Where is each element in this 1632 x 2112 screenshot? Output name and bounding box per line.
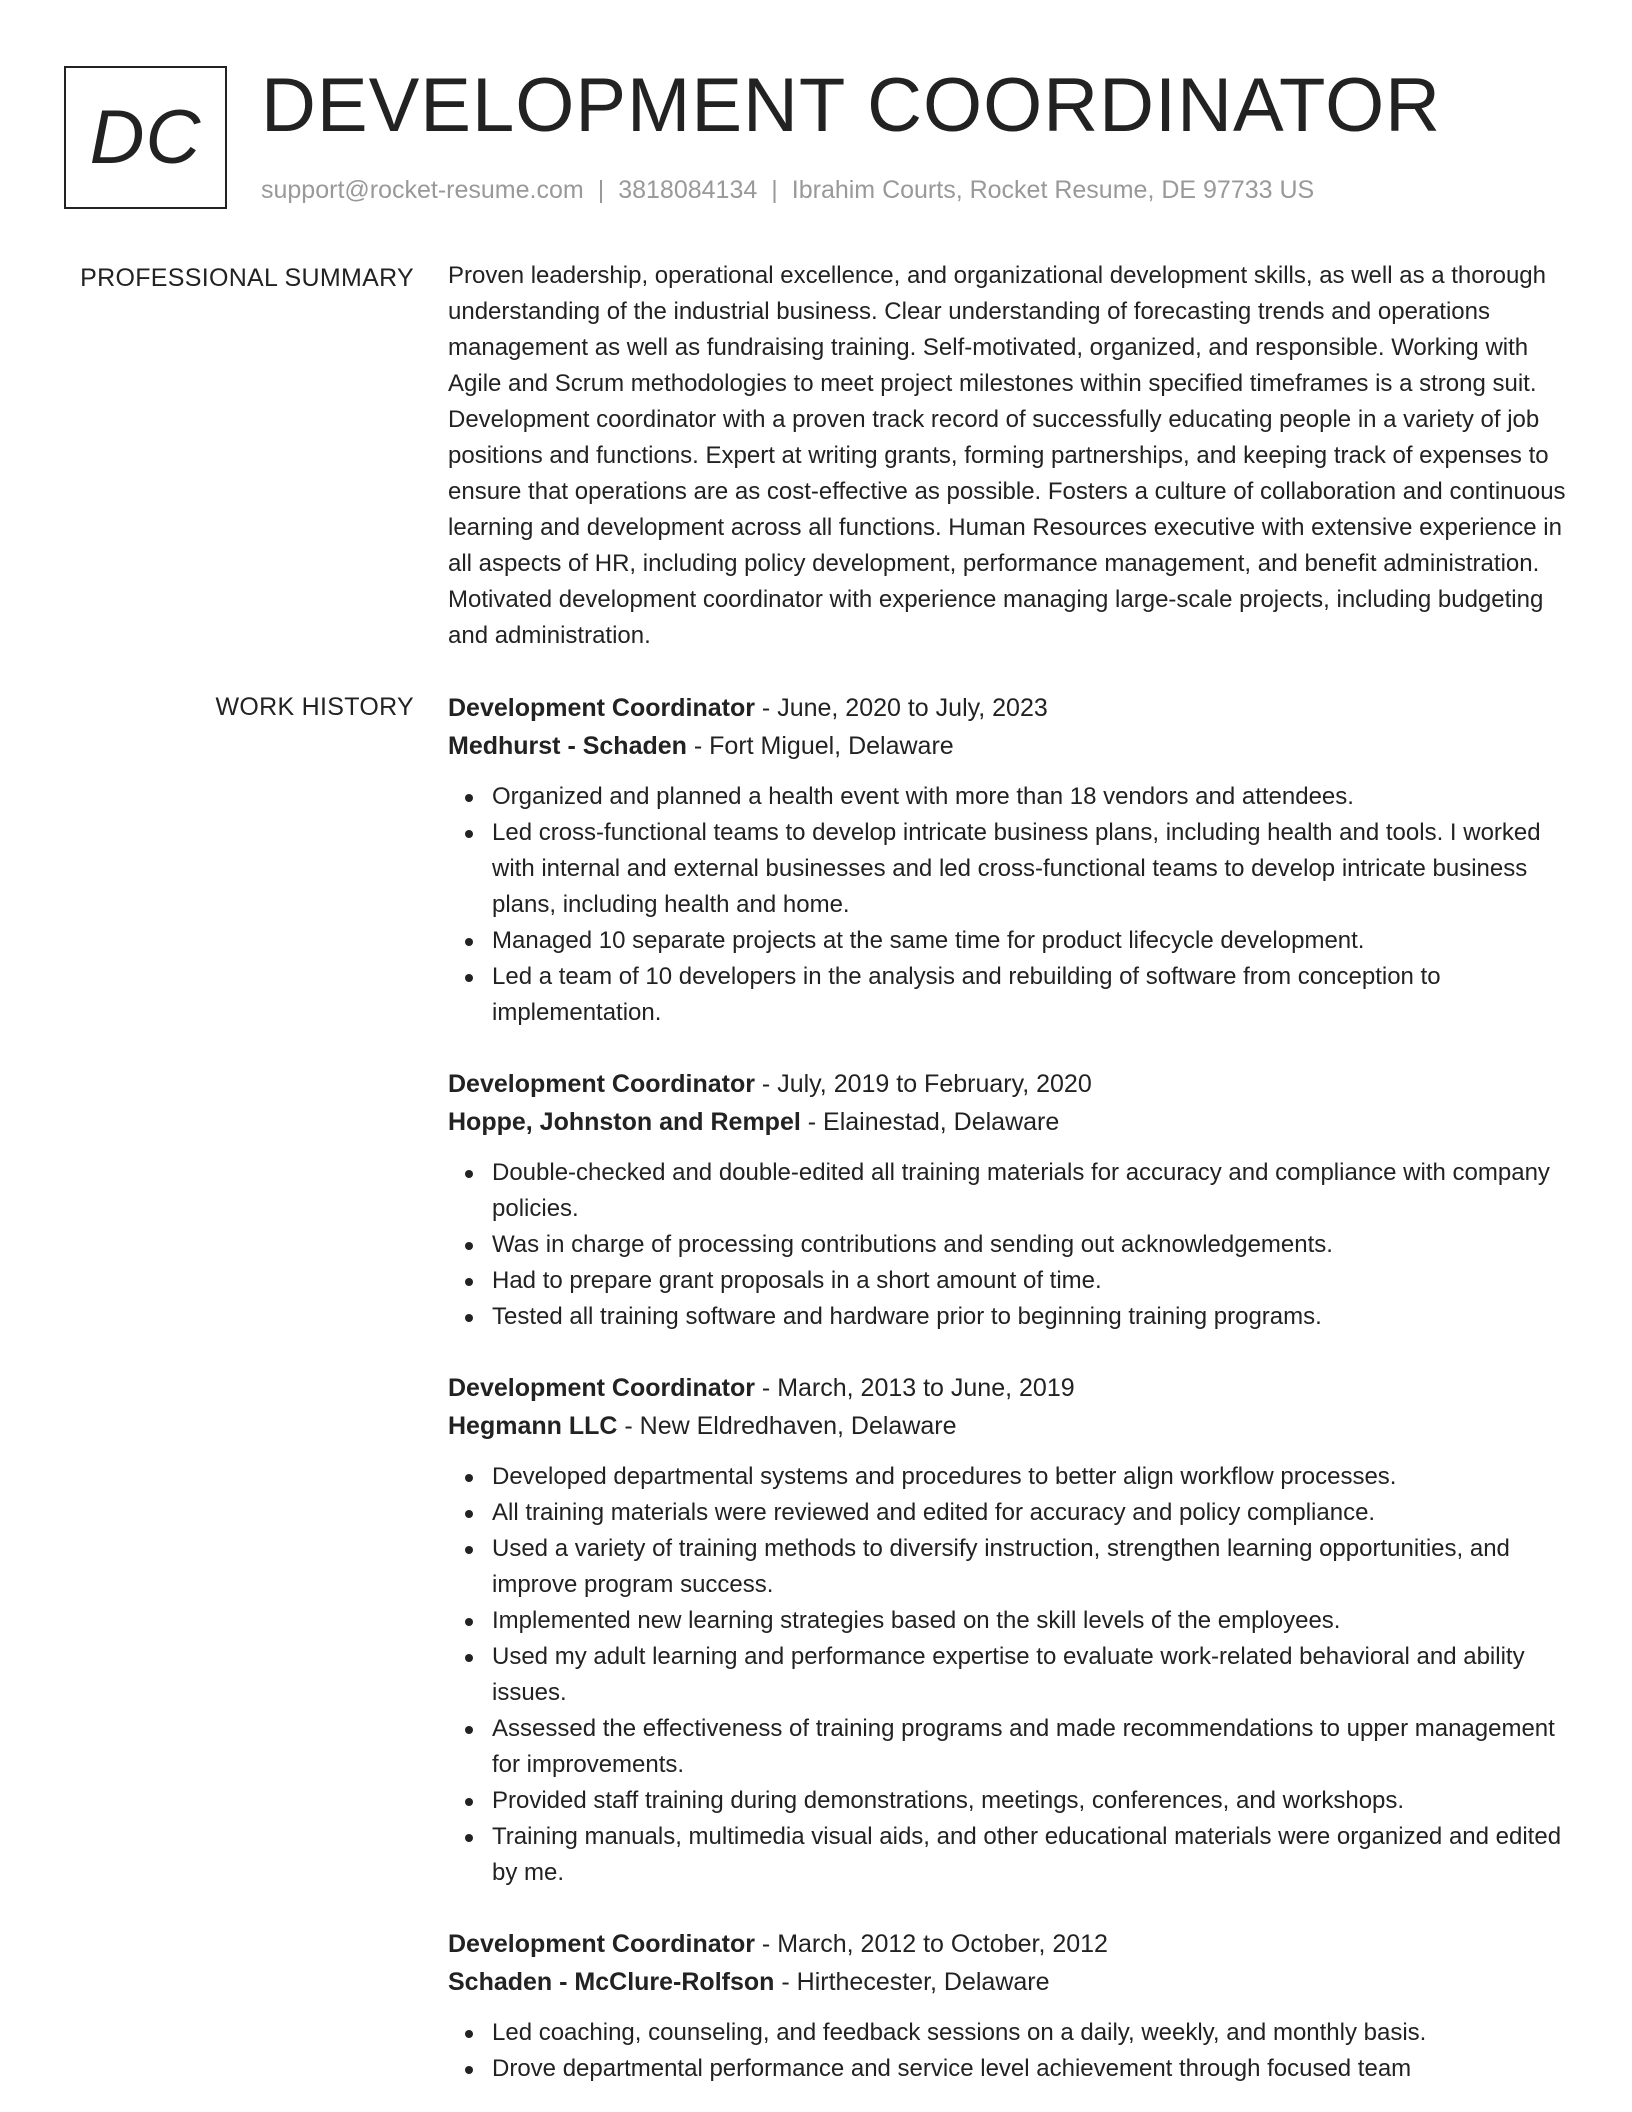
job-bullet: Led a team of 10 developers in the analysis and rebuilding of software from conception to implementation. [448, 959, 1568, 1031]
job-location: - Fort Miguel, Delaware [686, 732, 954, 760]
job-company-line [448, 1963, 1568, 2001]
job-title: Development Coordinator [448, 1070, 755, 1098]
job-title-line [448, 689, 1568, 727]
job-bullet: Organized and planned a health event with more than 18 vendors and attendees. [448, 779, 1568, 815]
job-bullet: All training materials were reviewed and edited for accuracy and policy compliance. [448, 1495, 1568, 1531]
job-bullet: Was in charge of processing contributions and sending out acknowledgements. [448, 1227, 1568, 1263]
job-location: - Elainestad, Delaware [800, 1108, 1060, 1136]
job-company-line [448, 1103, 1568, 1141]
job-company: Schaden - McClure-Rolfson [448, 1968, 775, 1996]
job-company: Medhurst - Schaden [448, 732, 687, 760]
job-bullet: Led cross-functional teams to develop intricate business plans, including health and tools. I worked with internal and external businesses and led cross-functional teams to develop intricate business plans, including health and home. [448, 815, 1568, 923]
job-bullet: Led coaching, counseling, and feedback sessions on a daily, weekly, and monthly basis. [448, 2015, 1568, 2051]
job-title-line [448, 1369, 1568, 1407]
job-title-line [448, 1925, 1568, 1963]
job-title: Development Coordinator [448, 1374, 755, 1402]
job-bullet: Assessed the effectiveness of training programs and made recommendations to upper management for improvements. [448, 1711, 1568, 1783]
monogram-initials: DC [89, 95, 202, 180]
job-entry [448, 689, 1568, 1031]
summary-text: Proven leadership, operational excellence, and organizational development skills, as well as a thorough understanding of the industrial business. Clear understanding of forecasting trends and operations management as well as fundraising training. Self-motivated, organized, and responsible. Working with Agile and Scrum methodologies to meet project milestones within specified timeframes is a strong suit. Development coordinator with a proven track record of successfully educating people in a variety of job positions and functions. Expert at writing grants, forming partnerships, and keeping track of expenses to ensure that operations are as cost-effective as possible. Fosters a culture of collaboration and continuous learning and development across all functions. Human Resources executive with extensive experience in all aspects of HR, including policy development, performance management, and benefit administration. Motivated development coordinator with experience managing large-scale projects, including budgeting and administration. [448, 262, 1566, 649]
job-bullet: Provided staff training during demonstrations, meetings, conferences, and workshops. [448, 1783, 1568, 1819]
contact-email[interactable]: support@rocket-resume.com [261, 176, 584, 204]
contact-phone[interactable]: 3818084134 [618, 176, 758, 204]
job-bullet: Managed 10 separate projects at the same time for product lifecycle development. [448, 923, 1568, 959]
resume-header [64, 63, 1564, 216]
job-dates: - June, 2020 to July, 2023 [754, 694, 1048, 722]
work-history-heading: WORK HISTORY [215, 693, 414, 721]
job-bullets [448, 1155, 1568, 1335]
job-entry [448, 1925, 1568, 2087]
monogram-box [64, 66, 227, 209]
job-company: Hegmann LLC [448, 1412, 618, 1440]
job-location: - New Eldredhaven, Delaware [617, 1412, 957, 1440]
contact-separator: | [771, 176, 778, 204]
job-dates: - July, 2019 to February, 2020 [754, 1070, 1092, 1098]
job-bullet: Developed departmental systems and procedures to better align workflow processes. [448, 1459, 1568, 1495]
job-bullets [448, 779, 1568, 1031]
job-dates: - March, 2013 to June, 2019 [754, 1374, 1075, 1402]
job-title: Development Coordinator [448, 694, 755, 722]
job-bullets [448, 1459, 1568, 1891]
job-bullet: Drove departmental performance and service level achievement through focused team [448, 2051, 1568, 2087]
job-entry [448, 1065, 1568, 1335]
job-bullet: Training manuals, multimedia visual aids, and other educational materials were organized and edited by me. [448, 1819, 1568, 1891]
contact-line [261, 176, 1314, 205]
work-history-list [448, 689, 1568, 2112]
job-bullet: Had to prepare grant proposals in a short amount of time. [448, 1263, 1568, 1299]
contact-address: Ibrahim Courts, Rocket Resume, DE 97733 US [791, 176, 1315, 204]
job-dates: - March, 2012 to October, 2012 [754, 1930, 1108, 1958]
job-bullet: Used a variety of training methods to diversify instruction, strengthen learning opportunities, and improve program success. [448, 1531, 1568, 1603]
job-bullet: Tested all training software and hardware prior to beginning training programs. [448, 1299, 1568, 1335]
job-title: Development Coordinator [448, 1930, 755, 1958]
job-bullet: Used my adult learning and performance expertise to evaluate work-related behavioral and ability issues. [448, 1639, 1568, 1711]
summary-body [448, 258, 1568, 654]
job-bullets [448, 2015, 1568, 2087]
job-location: - Hirthecester, Delaware [774, 1968, 1050, 1996]
job-company-line [448, 1407, 1568, 1445]
job-company-line [448, 727, 1568, 765]
job-title-line [448, 1065, 1568, 1103]
resume-title: DEVELOPMENT COORDINATOR [261, 63, 1442, 148]
contact-separator: | [597, 176, 605, 204]
job-bullet: Implemented new learning strategies based on the skill levels of the employees. [448, 1603, 1568, 1639]
summary-heading: PROFESSIONAL SUMMARY [80, 264, 414, 292]
job-company: Hoppe, Johnston and Rempel [448, 1108, 801, 1136]
job-entry [448, 1369, 1568, 1891]
job-bullet: Double-checked and double-edited all training materials for accuracy and compliance with company policies. [448, 1155, 1568, 1227]
